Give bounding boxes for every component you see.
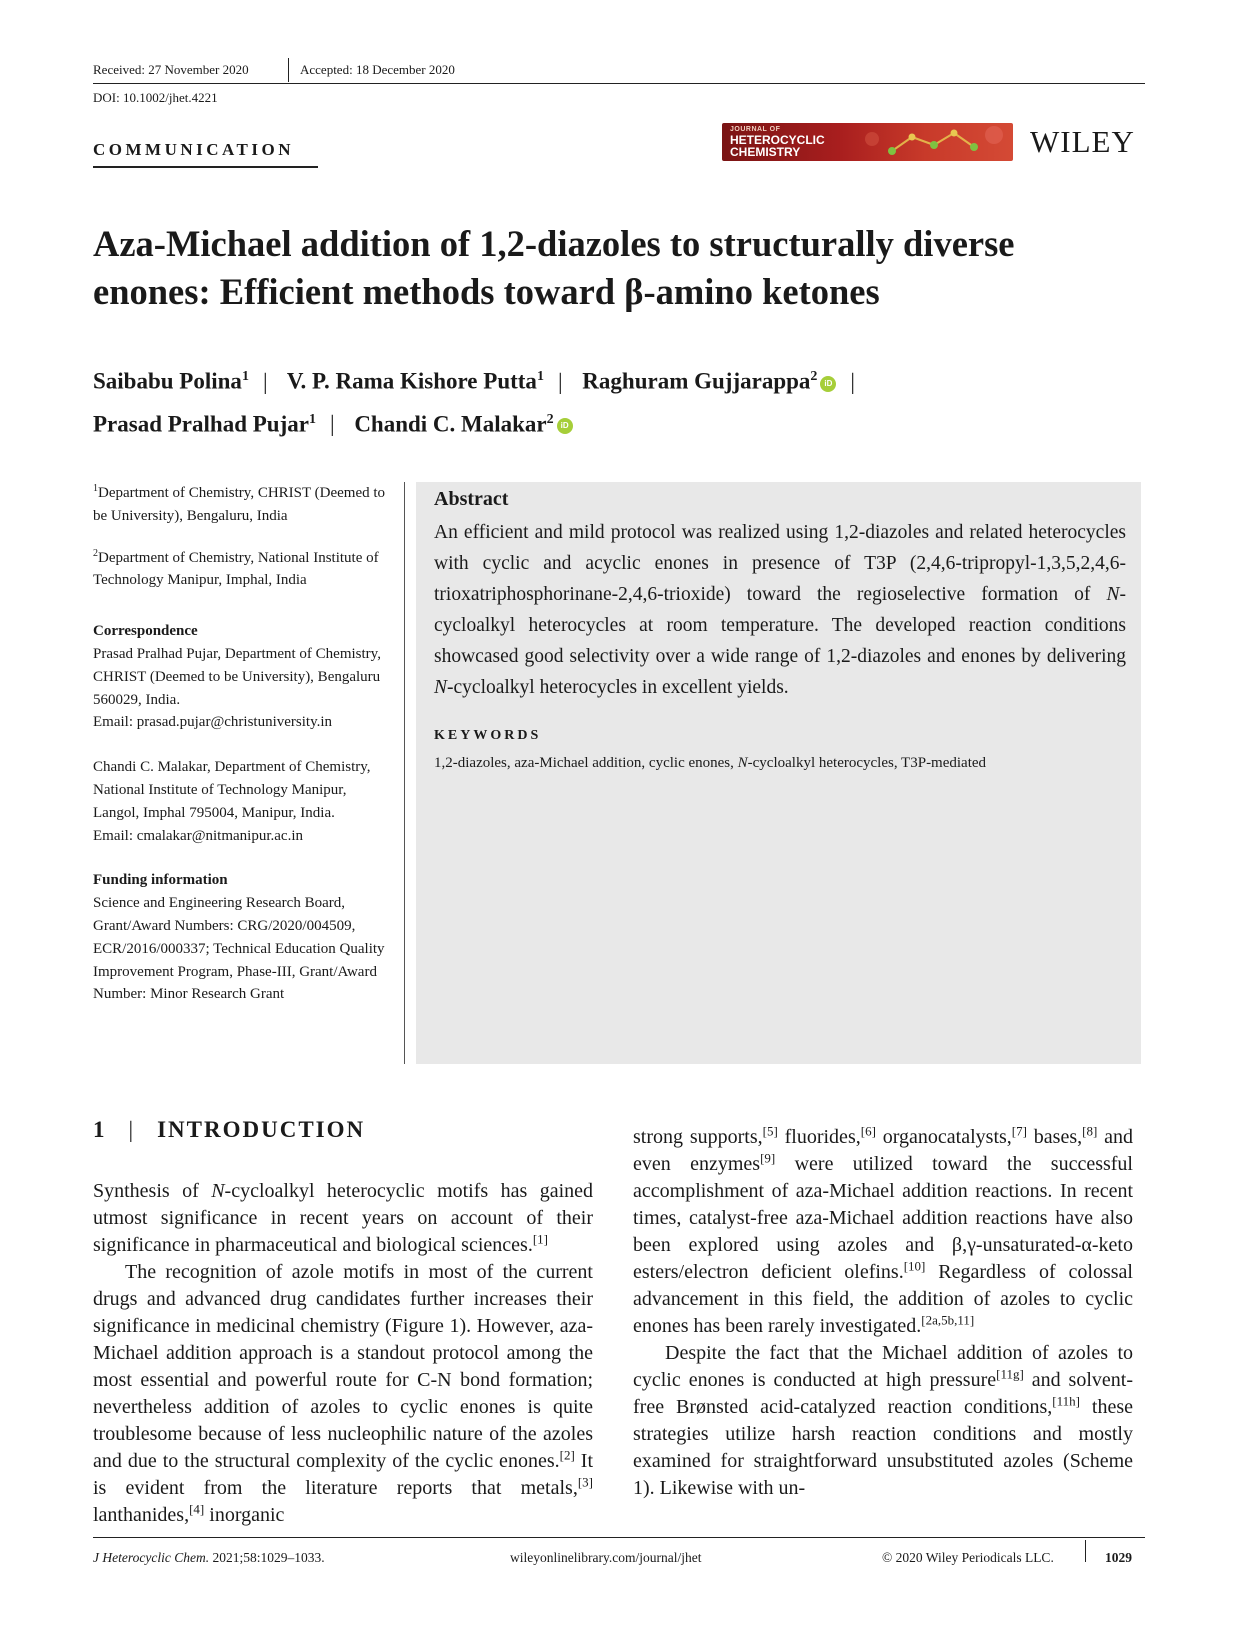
correspondence-heading: Correspondence	[93, 623, 198, 640]
text: -cycloalkyl heterocyclic motifs has gained utmost significance in recent years on account of their significance in pharmaceutical and biological sciences.	[93, 1180, 594, 1256]
text: Despite the fact that the Michael addition of azoles to cyclic enones is conducted at high pressure	[633, 1342, 1133, 1391]
correspondence-block-2	[93, 756, 393, 847]
author-line-1	[93, 358, 1173, 401]
affiliation-text: Department of Chemistry, CHRIST (Deemed to be University), Bengaluru, India	[93, 485, 386, 524]
citation-ref[interactable]: [2a,5b,11]	[921, 1312, 975, 1328]
text: were utilized toward the successful accomplishment of aza-Michael addition reactions. In recent times, catalyst-free aza-Michael addition reactions have also been explored using azoles and β,γ-unsaturated-α-keto esters/electron deficient olefins.	[633, 1153, 1133, 1283]
citation-ref[interactable]: [11g]	[996, 1366, 1024, 1382]
journal-logo-small-text: JOURNAL OF	[730, 126, 781, 133]
footer-volume: 2021;58:1029–1033.	[209, 1550, 325, 1565]
journal-logo-name	[730, 134, 825, 158]
citation-ref[interactable]: [4]	[189, 1501, 205, 1517]
section-label-underline	[93, 166, 318, 168]
affiliation-number: 2	[93, 547, 98, 559]
section-separator: |	[128, 1117, 136, 1142]
author-name[interactable]: Prasad Pralhad Pujar	[93, 411, 309, 437]
keywords-text	[434, 755, 986, 772]
text: and solvent-free Brønsted acid-catalyzed reaction conditions,	[633, 1369, 1133, 1418]
keywords-heading: KEYWORDS	[434, 728, 542, 743]
funding-block	[93, 869, 393, 1006]
orcid-icon[interactable]: iD	[557, 418, 573, 434]
citation-ref[interactable]: [2]	[559, 1447, 575, 1463]
doi[interactable]: DOI: 10.1002/jhet.4221	[93, 90, 218, 105]
footer-journal: J Heterocyclic Chem.	[93, 1550, 210, 1565]
section-title: INTRODUCTION	[157, 1117, 366, 1142]
sidebar-divider	[404, 482, 405, 1064]
text: fluorides,	[777, 1126, 861, 1148]
text: organocatalysts,	[875, 1126, 1012, 1148]
author-name[interactable]: Saibabu Polina	[93, 368, 242, 394]
title-line-1: Aza-Michael addition of 1,2-diazoles to structurally diverse	[93, 223, 1015, 264]
author-separator: |	[850, 368, 856, 394]
text: bases,	[1026, 1126, 1083, 1148]
paragraph	[93, 1259, 593, 1529]
publisher-logo[interactable]: WILEY	[1030, 124, 1135, 159]
header-separator	[288, 58, 289, 82]
author-affiliation-mark: 2	[546, 411, 554, 427]
accepted-date: Accepted: 18 December 2020	[300, 62, 455, 77]
body-column-2	[633, 1124, 1133, 1502]
citation-ref[interactable]: [10]	[903, 1258, 926, 1274]
abstract-italic: N	[434, 677, 448, 698]
abstract-part: An efficient and mild protocol was realized using 1,2-diazoles and related heterocycles with cyclic and acyclic enones in presence of T3P (2,4,6-tripropyl-1,3,5,2,4,6-trioxatriphosphorinane-2,4,6-trioxide) toward the regioselective formation of	[434, 522, 1126, 605]
paragraph	[633, 1340, 1133, 1502]
abstract-text	[434, 517, 1126, 703]
keywords-italic: N	[737, 755, 748, 771]
abstract-part: -cycloalkyl heterocycles in excellent yields.	[447, 677, 789, 698]
paragraph-continued	[633, 1124, 1133, 1340]
author-name[interactable]: Raghuram Gujjarappa	[582, 368, 811, 394]
title-line-2: enones: Efficient methods toward β-amino ketones	[93, 271, 880, 312]
footer-separator	[1085, 1540, 1086, 1562]
text: Synthesis of	[93, 1180, 212, 1202]
correspondence-email[interactable]: Email: prasad.pujar@christuniversity.in	[93, 714, 333, 731]
text: strong supports,	[633, 1126, 763, 1148]
citation-ref[interactable]: [1]	[532, 1231, 548, 1247]
author-affiliation-mark: 1	[536, 369, 544, 384]
text: The recognition of azole motifs in most of the current drugs and advanced drug candidates further increases their significance in medicinal chemistry (Figure 1). However, aza-Michael addition approach is a standout protocol among the most essential and powerful route for C-N bond formation; nevertheless addition of azoles to cyclic enones is quite troublesome because of less nucleophilic nature of the azoles and due to the structural complexity of the cyclic enones.	[93, 1261, 593, 1472]
citation-ref[interactable]: [3]	[577, 1474, 593, 1490]
page-number: 1029	[1105, 1550, 1132, 1565]
correspondence-entry: Prasad Pralhad Pujar, Department of Chemistry, CHRIST (Deemed to be University), Bengaluru 560029, India.	[93, 645, 381, 708]
citation-ref[interactable]: [6]	[860, 1123, 876, 1139]
received-date: Received: 27 November 2020	[93, 62, 249, 77]
section-label: COMMUNICATION	[93, 140, 295, 159]
citation-ref[interactable]: [11h]	[1052, 1393, 1080, 1409]
author-separator: |	[557, 368, 563, 394]
text: lanthanides,	[93, 1504, 190, 1526]
citation-ref[interactable]: [7]	[1011, 1123, 1027, 1139]
text: Regardless of colossal advancement in this field, the addition of azoles to cyclic enones has been rarely investigated.	[633, 1261, 1133, 1337]
abstract-part: -cycloalkyl heterocycles at room temperature. The developed reaction conditions showcased good selectivity over a wide range of 1,2-diazoles and enones by delivering	[434, 584, 1126, 667]
section-heading	[93, 1117, 365, 1143]
body-column-1	[93, 1178, 593, 1529]
journal-logo-line2: CHEMISTRY	[730, 145, 801, 159]
author-separator: |	[329, 411, 335, 437]
funding-text: Science and Engineering Research Board, Grant/Award Numbers: CRG/2020/004509, ECR/2016/000337; Technical Education Quality Improvement Program, Phase-III, Grant/Award Number: Minor Research Grant	[93, 895, 385, 1003]
correspondence-block	[93, 620, 393, 734]
author-affiliation-mark: 1	[308, 411, 316, 427]
article-title	[93, 220, 1173, 316]
header-rule	[93, 83, 1145, 84]
author-separator: |	[262, 368, 268, 394]
correspondence-entry: Chandi C. Malakar, Department of Chemistry, National Institute of Technology Manipur, Langol, Imphal 795004, Manipur, India.	[93, 759, 371, 821]
affiliation-number: 1	[93, 483, 98, 494]
abstract-italic: N	[1106, 584, 1120, 605]
journal-logo-line1: HETEROCYCLIC	[730, 133, 825, 147]
keywords-part: -cycloalkyl heterocycles, T3P-mediated	[747, 755, 987, 771]
text: inorganic	[204, 1504, 285, 1526]
author-affiliation-mark: 1	[241, 369, 249, 384]
footer-citation	[93, 1550, 325, 1566]
funding-heading: Funding information	[93, 872, 228, 889]
author-affiliation-mark: 2	[810, 369, 818, 384]
affiliation	[93, 543, 393, 593]
citation-ref[interactable]: [5]	[762, 1123, 778, 1139]
sidebar-info	[93, 478, 393, 1021]
author-name[interactable]: V. P. Rama Kishore Putta	[286, 368, 537, 394]
citation-ref[interactable]: [9]	[760, 1150, 776, 1166]
keywords-part: 1,2-diazoles, aza-Michael addition, cyclic enones,	[434, 755, 738, 771]
affiliation	[93, 478, 393, 528]
text: It is evident from the literature reports that metals,	[93, 1450, 593, 1499]
text: and even enzymes	[633, 1126, 1133, 1175]
text: these strategies utilize harsh reaction conditions and mostly examined for straightforward unsubstituted azoles (Scheme 1). Likewise with un-	[633, 1396, 1134, 1499]
section-number: 1	[93, 1117, 107, 1142]
italic: N	[211, 1180, 225, 1202]
abstract-heading: Abstract	[434, 488, 509, 510]
correspondence-email[interactable]: Email: cmalakar@nitmanipur.ac.in	[93, 827, 303, 844]
footer-copyright: © 2020 Wiley Periodicals LLC.	[882, 1550, 1054, 1565]
author-name[interactable]: Chandi C. Malakar	[354, 411, 547, 437]
author-line-2	[93, 401, 1173, 444]
journal-logo[interactable]	[722, 123, 1013, 161]
author-list	[93, 358, 1173, 443]
citation-ref[interactable]: [8]	[1082, 1123, 1098, 1139]
paragraph	[93, 1178, 593, 1259]
orcid-icon[interactable]: iD	[820, 376, 836, 392]
footer-rule	[93, 1537, 1145, 1538]
affiliation-text: Department of Chemistry, National Institute of Technology Manipur, Imphal, India	[93, 549, 379, 589]
footer-url[interactable]: wileyonlinelibrary.com/journal/jhet	[510, 1550, 702, 1565]
